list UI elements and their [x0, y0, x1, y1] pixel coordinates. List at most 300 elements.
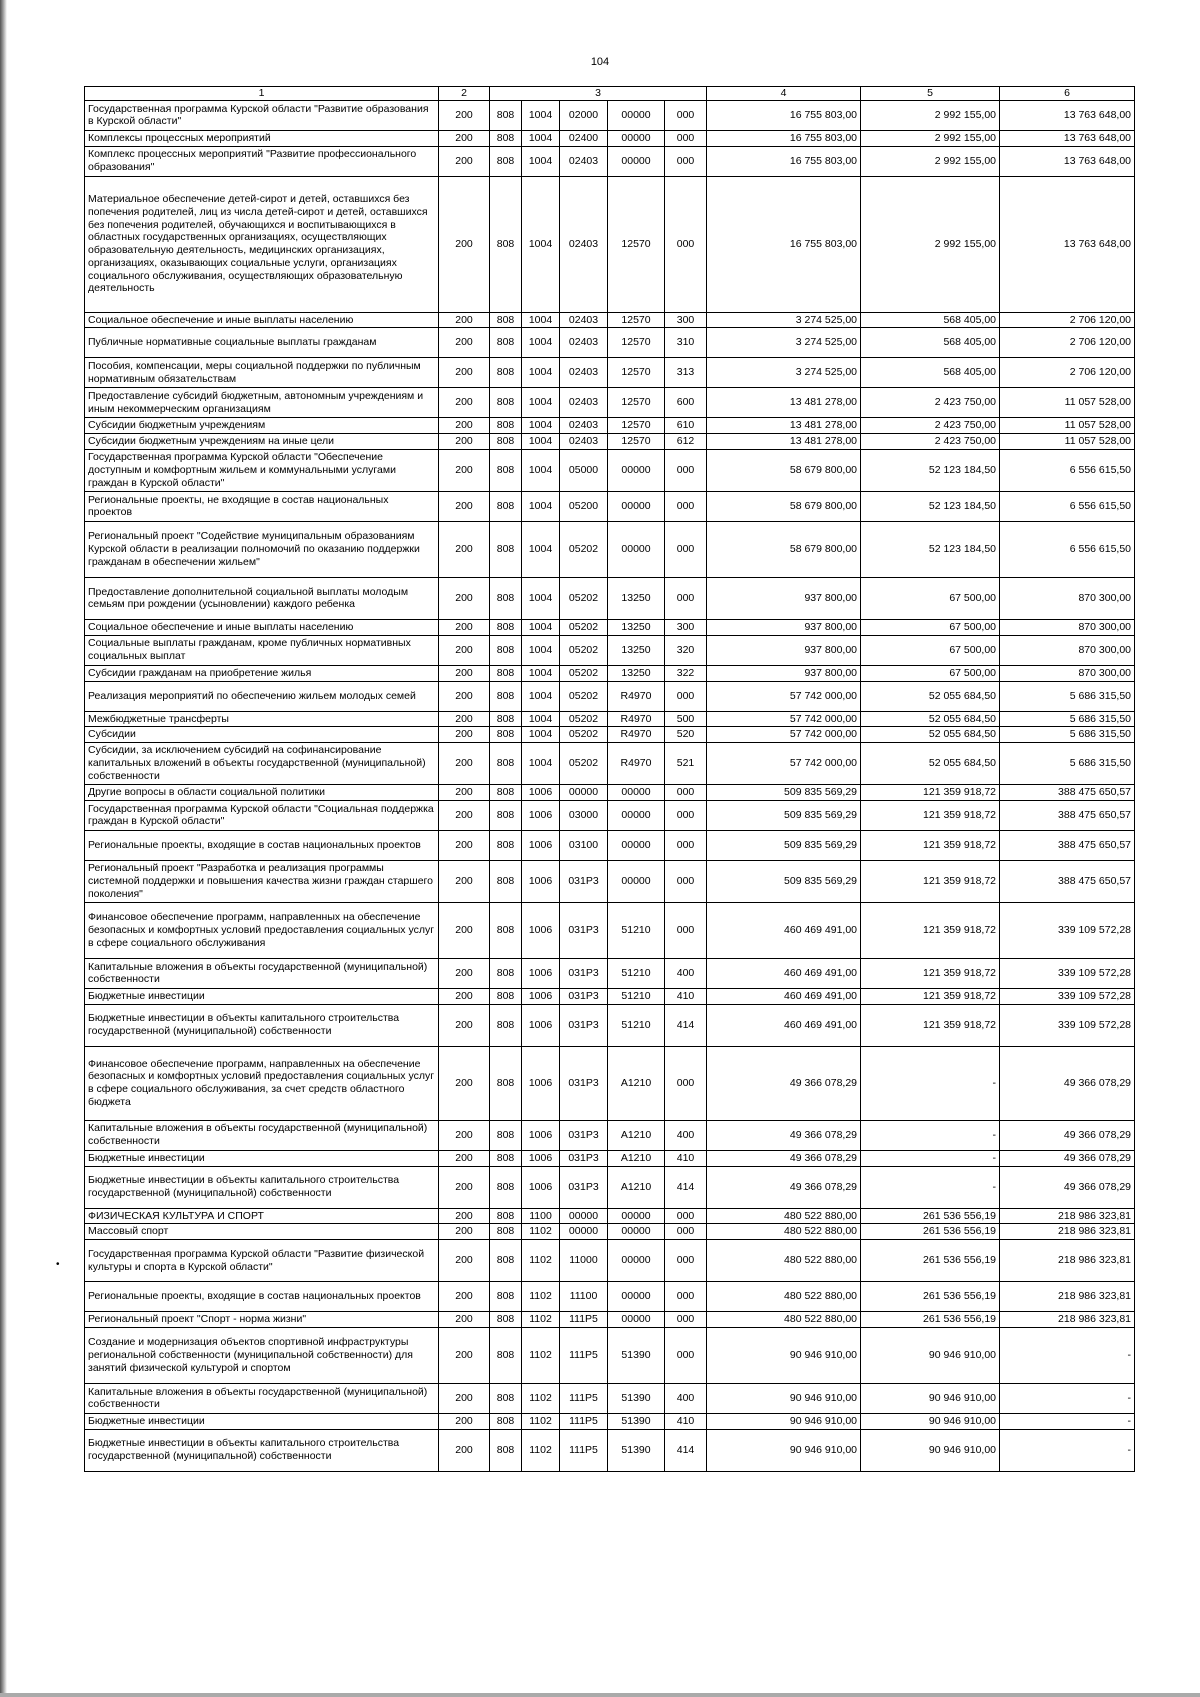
header-col-4: 4	[707, 87, 861, 101]
code-program: 03100	[560, 830, 608, 860]
code-direction: 00000	[608, 785, 665, 801]
code-direction: 12570	[608, 418, 665, 434]
code-direction: 00000	[608, 860, 665, 902]
amount-col-4: 57 742 000,00	[707, 711, 861, 727]
amount-col-6: 218 986 323,81	[1000, 1282, 1135, 1312]
code-program: 05000	[560, 449, 608, 491]
code-ministry: 808	[490, 130, 522, 146]
code-admin: 200	[439, 1240, 490, 1282]
code-ministry: 808	[490, 860, 522, 902]
code-ministry: 808	[490, 434, 522, 450]
code-direction: 00000	[608, 1282, 665, 1312]
code-admin: 200	[439, 449, 490, 491]
code-ministry: 808	[490, 176, 522, 312]
code-direction: A1210	[608, 1120, 665, 1150]
code-section: 1004	[522, 388, 560, 418]
code-direction: 51210	[608, 958, 665, 988]
code-section: 1004	[522, 727, 560, 743]
row-name: Комплексы процессных мероприятий	[85, 130, 439, 146]
row-name: Предоставление субсидий бюджетным, автономным учреждениям и иным некоммерческим организациям	[85, 388, 439, 418]
amount-col-6: 13 763 648,00	[1000, 100, 1135, 130]
amount-col-5: 121 359 918,72	[861, 988, 1000, 1004]
code-program: 031P3	[560, 1166, 608, 1208]
code-admin: 200	[439, 328, 490, 358]
amount-col-6: -	[1000, 1383, 1135, 1413]
row-name: Бюджетные инвестиции в объекты капитального строительства государственной (муниципальной) собственности	[85, 1004, 439, 1046]
code-ministry: 808	[490, 388, 522, 418]
code-section: 1004	[522, 743, 560, 785]
table-row	[85, 1282, 1135, 1312]
table-row	[85, 388, 1135, 418]
code-program: 02403	[560, 176, 608, 312]
code-ministry: 808	[490, 727, 522, 743]
code-direction: 51390	[608, 1327, 665, 1383]
amount-col-5: 2 423 750,00	[861, 418, 1000, 434]
table-row	[85, 1004, 1135, 1046]
code-section: 1004	[522, 146, 560, 176]
amount-col-6: 6 556 615,50	[1000, 521, 1135, 577]
code-admin: 200	[439, 860, 490, 902]
amount-col-6: -	[1000, 1413, 1135, 1429]
code-ministry: 808	[490, 1208, 522, 1224]
amount-col-4: 937 800,00	[707, 665, 861, 681]
code-ministry: 808	[490, 635, 522, 665]
amount-col-4: 3 274 525,00	[707, 312, 861, 328]
code-direction: 00000	[608, 1208, 665, 1224]
amount-col-5: 90 946 910,00	[861, 1429, 1000, 1471]
header-col-1: 1	[85, 87, 439, 101]
amount-col-4: 16 755 803,00	[707, 130, 861, 146]
row-name: Субсидии	[85, 727, 439, 743]
budget-table	[84, 86, 1135, 1472]
code-ministry: 808	[490, 1240, 522, 1282]
amount-col-5: 52 055 684,50	[861, 681, 1000, 711]
table-row	[85, 743, 1135, 785]
row-name: Финансовое обеспечение программ, направленных на обеспечение безопасных и комфортных условий предоставления социальных услуг в сфере социального обслуживания	[85, 902, 439, 958]
table-row	[85, 1150, 1135, 1166]
code-program: 02403	[560, 358, 608, 388]
row-name: Бюджетные инвестиции	[85, 988, 439, 1004]
code-ministry: 808	[490, 711, 522, 727]
amount-col-6: 388 475 650,57	[1000, 800, 1135, 830]
amount-col-6: 49 366 078,29	[1000, 1046, 1135, 1120]
amount-col-6: -	[1000, 1429, 1135, 1471]
code-admin: 200	[439, 727, 490, 743]
code-admin: 200	[439, 1166, 490, 1208]
code-expense-type: 612	[665, 434, 707, 450]
code-program: 031P3	[560, 1046, 608, 1120]
code-expense-type: 000	[665, 1312, 707, 1328]
code-ministry: 808	[490, 312, 522, 328]
amount-col-5: 568 405,00	[861, 358, 1000, 388]
row-name: Государственная программа Курской области "Развитие образования в Курской области"	[85, 100, 439, 130]
code-section: 1102	[522, 1240, 560, 1282]
row-name: Финансовое обеспечение программ, направленных на обеспечение безопасных и комфортных условий предоставления социальных услуг в сфере социального обслуживания, за счет средств областного бюджета	[85, 1046, 439, 1120]
row-name: Субсидии, за исключением субсидий на софинансирование капитальных вложений в объекты государственной (муниципальной) собственности	[85, 743, 439, 785]
table-row	[85, 1429, 1135, 1471]
amount-col-5: 121 359 918,72	[861, 860, 1000, 902]
code-section: 1004	[522, 635, 560, 665]
code-admin: 200	[439, 1046, 490, 1120]
code-admin: 200	[439, 100, 490, 130]
code-admin: 200	[439, 902, 490, 958]
code-admin: 200	[439, 1208, 490, 1224]
code-admin: 200	[439, 800, 490, 830]
code-direction: A1210	[608, 1166, 665, 1208]
row-name: Капитальные вложения в объекты государственной (муниципальной) собственности	[85, 1383, 439, 1413]
code-direction: 00000	[608, 521, 665, 577]
row-name: Бюджетные инвестиции в объекты капитального строительства государственной (муниципальной) собственности	[85, 1166, 439, 1208]
code-direction: R4970	[608, 681, 665, 711]
code-expense-type: 500	[665, 711, 707, 727]
code-section: 1006	[522, 1166, 560, 1208]
code-ministry: 808	[490, 1150, 522, 1166]
table-row	[85, 1383, 1135, 1413]
code-program: 05200	[560, 491, 608, 521]
code-admin: 200	[439, 176, 490, 312]
code-expense-type: 410	[665, 988, 707, 1004]
amount-col-5: 67 500,00	[861, 665, 1000, 681]
amount-col-4: 58 679 800,00	[707, 521, 861, 577]
table-row	[85, 577, 1135, 619]
amount-col-5: 568 405,00	[861, 312, 1000, 328]
code-program: 031P3	[560, 902, 608, 958]
amount-col-5: 2 992 155,00	[861, 130, 1000, 146]
amount-col-4: 57 742 000,00	[707, 727, 861, 743]
row-name: Государственная программа Курской области "Развитие физической культуры и спорта в Курской области"	[85, 1240, 439, 1282]
scan-left-edge	[0, 0, 7, 1697]
code-ministry: 808	[490, 988, 522, 1004]
amount-col-6: 6 556 615,50	[1000, 449, 1135, 491]
code-admin: 200	[439, 1282, 490, 1312]
amount-col-6: 5 686 315,50	[1000, 743, 1135, 785]
code-program: 05202	[560, 743, 608, 785]
code-direction: 13250	[608, 619, 665, 635]
table-row	[85, 958, 1135, 988]
code-admin: 200	[439, 130, 490, 146]
code-ministry: 808	[490, 665, 522, 681]
code-program: 00000	[560, 1208, 608, 1224]
code-section: 1102	[522, 1327, 560, 1383]
amount-col-4: 937 800,00	[707, 635, 861, 665]
code-section: 1006	[522, 785, 560, 801]
row-name: Бюджетные инвестиции в объекты капитального строительства государственной (муниципальной) собственности	[85, 1429, 439, 1471]
amount-col-6: 870 300,00	[1000, 635, 1135, 665]
table-row	[85, 418, 1135, 434]
table-row	[85, 1327, 1135, 1383]
code-expense-type: 000	[665, 860, 707, 902]
code-expense-type: 000	[665, 449, 707, 491]
table-row	[85, 176, 1135, 312]
code-expense-type: 000	[665, 1240, 707, 1282]
code-direction: 13250	[608, 577, 665, 619]
code-expense-type: 000	[665, 1282, 707, 1312]
code-direction: 00000	[608, 830, 665, 860]
code-expense-type: 000	[665, 176, 707, 312]
amount-col-5: 261 536 556,19	[861, 1224, 1000, 1240]
row-name: Региональные проекты, входящие в состав национальных проектов	[85, 830, 439, 860]
code-program: 00000	[560, 785, 608, 801]
code-program: 02403	[560, 312, 608, 328]
code-expense-type: 000	[665, 577, 707, 619]
code-ministry: 808	[490, 449, 522, 491]
code-section: 1004	[522, 521, 560, 577]
code-section: 1102	[522, 1282, 560, 1312]
code-expense-type: 000	[665, 830, 707, 860]
table-row	[85, 1166, 1135, 1208]
code-program: 05202	[560, 635, 608, 665]
amount-col-6: 49 366 078,29	[1000, 1120, 1135, 1150]
code-admin: 200	[439, 681, 490, 711]
table-row	[85, 785, 1135, 801]
amount-col-5: 261 536 556,19	[861, 1282, 1000, 1312]
scan-bottom-edge	[0, 1693, 1200, 1697]
amount-col-5: 90 946 910,00	[861, 1383, 1000, 1413]
code-ministry: 808	[490, 1312, 522, 1328]
code-section: 1004	[522, 328, 560, 358]
amount-col-5: 52 055 684,50	[861, 727, 1000, 743]
amount-col-4: 16 755 803,00	[707, 100, 861, 130]
code-direction: 00000	[608, 130, 665, 146]
code-direction: 12570	[608, 388, 665, 418]
code-admin: 200	[439, 521, 490, 577]
code-section: 1006	[522, 988, 560, 1004]
code-ministry: 808	[490, 358, 522, 388]
code-program: 111P5	[560, 1312, 608, 1328]
code-section: 1006	[522, 800, 560, 830]
code-expense-type: 600	[665, 388, 707, 418]
code-expense-type: 000	[665, 130, 707, 146]
code-section: 1004	[522, 711, 560, 727]
code-section: 1006	[522, 958, 560, 988]
amount-col-5: 67 500,00	[861, 577, 1000, 619]
header-col-5: 5	[861, 87, 1000, 101]
amount-col-4: 90 946 910,00	[707, 1413, 861, 1429]
code-expense-type: 400	[665, 1383, 707, 1413]
row-name: Комплекс процессных мероприятий "Развитие профессионального образования"	[85, 146, 439, 176]
code-ministry: 808	[490, 830, 522, 860]
code-expense-type: 400	[665, 1120, 707, 1150]
amount-col-6: 11 057 528,00	[1000, 388, 1135, 418]
row-name: Региональные проекты, входящие в состав национальных проектов	[85, 1282, 439, 1312]
amount-col-4: 57 742 000,00	[707, 743, 861, 785]
amount-col-4: 509 835 569,29	[707, 860, 861, 902]
row-name: Государственная программа Курской области "Обеспечение доступным и комфортным жильем и коммунальными услугами граждан в Курской области"	[85, 449, 439, 491]
code-section: 1102	[522, 1383, 560, 1413]
row-name: Другие вопросы в области социальной политики	[85, 785, 439, 801]
amount-col-4: 460 469 491,00	[707, 1004, 861, 1046]
table-body	[85, 100, 1135, 1471]
row-name: Реализация мероприятий по обеспечению жильем молодых семей	[85, 681, 439, 711]
code-admin: 200	[439, 1383, 490, 1413]
code-ministry: 808	[490, 681, 522, 711]
table-row	[85, 491, 1135, 521]
row-name: Публичные нормативные социальные выплаты гражданам	[85, 328, 439, 358]
code-direction: 12570	[608, 358, 665, 388]
code-section: 1006	[522, 860, 560, 902]
amount-col-5: 261 536 556,19	[861, 1312, 1000, 1328]
code-ministry: 808	[490, 1413, 522, 1429]
code-expense-type: 322	[665, 665, 707, 681]
code-program: 031P3	[560, 1150, 608, 1166]
code-section: 1004	[522, 176, 560, 312]
code-expense-type: 400	[665, 958, 707, 988]
code-section: 1004	[522, 491, 560, 521]
table-row	[85, 711, 1135, 727]
code-direction: R4970	[608, 727, 665, 743]
code-section: 1102	[522, 1312, 560, 1328]
amount-col-4: 90 946 910,00	[707, 1327, 861, 1383]
code-ministry: 808	[490, 958, 522, 988]
amount-col-5: 121 359 918,72	[861, 1004, 1000, 1046]
amount-col-5: -	[861, 1150, 1000, 1166]
code-program: 031P3	[560, 958, 608, 988]
code-direction: 51390	[608, 1413, 665, 1429]
code-direction: 00000	[608, 491, 665, 521]
code-admin: 200	[439, 1120, 490, 1150]
code-direction: 00000	[608, 1224, 665, 1240]
code-admin: 200	[439, 1327, 490, 1383]
amount-col-6: 2 706 120,00	[1000, 328, 1135, 358]
code-ministry: 808	[490, 1383, 522, 1413]
code-admin: 200	[439, 830, 490, 860]
code-expense-type: 000	[665, 800, 707, 830]
amount-col-4: 16 755 803,00	[707, 146, 861, 176]
amount-col-6: 5 686 315,50	[1000, 681, 1135, 711]
amount-col-5: -	[861, 1166, 1000, 1208]
amount-col-6: 11 057 528,00	[1000, 434, 1135, 450]
code-admin: 200	[439, 785, 490, 801]
amount-col-6: 218 986 323,81	[1000, 1224, 1135, 1240]
code-section: 1004	[522, 312, 560, 328]
code-expense-type: 520	[665, 727, 707, 743]
row-name: Региональный проект "Спорт - норма жизни"	[85, 1312, 439, 1328]
amount-col-6: 870 300,00	[1000, 619, 1135, 635]
amount-col-4: 937 800,00	[707, 577, 861, 619]
amount-col-6: 388 475 650,57	[1000, 785, 1135, 801]
amount-col-5: 261 536 556,19	[861, 1240, 1000, 1282]
code-section: 1006	[522, 830, 560, 860]
header-col-2: 2	[439, 87, 490, 101]
amount-col-4: 58 679 800,00	[707, 449, 861, 491]
amount-col-6: 49 366 078,29	[1000, 1150, 1135, 1166]
row-name: Социальное обеспечение и иные выплаты населению	[85, 619, 439, 635]
code-direction: 00000	[608, 1240, 665, 1282]
amount-col-5: 67 500,00	[861, 619, 1000, 635]
code-section: 1004	[522, 619, 560, 635]
side-mark: •	[56, 1259, 60, 1270]
amount-col-6: 218 986 323,81	[1000, 1312, 1135, 1328]
code-direction: 00000	[608, 100, 665, 130]
code-direction: A1210	[608, 1046, 665, 1120]
amount-col-4: 49 366 078,29	[707, 1150, 861, 1166]
amount-col-4: 509 835 569,29	[707, 800, 861, 830]
table-row	[85, 521, 1135, 577]
code-direction: 51210	[608, 902, 665, 958]
amount-col-5: 2 423 750,00	[861, 434, 1000, 450]
code-direction: 00000	[608, 146, 665, 176]
code-admin: 200	[439, 743, 490, 785]
table-row	[85, 100, 1135, 130]
amount-col-4: 16 755 803,00	[707, 176, 861, 312]
code-admin: 200	[439, 577, 490, 619]
row-name: Межбюджетные трансферты	[85, 711, 439, 727]
code-ministry: 808	[490, 1429, 522, 1471]
amount-col-5: 2 992 155,00	[861, 176, 1000, 312]
code-admin: 200	[439, 665, 490, 681]
code-direction: 12570	[608, 434, 665, 450]
code-admin: 200	[439, 711, 490, 727]
amount-col-4: 90 946 910,00	[707, 1383, 861, 1413]
table-row	[85, 988, 1135, 1004]
code-ministry: 808	[490, 521, 522, 577]
amount-col-4: 460 469 491,00	[707, 988, 861, 1004]
code-section: 1004	[522, 577, 560, 619]
amount-col-6: 13 763 648,00	[1000, 130, 1135, 146]
code-expense-type: 410	[665, 1413, 707, 1429]
code-expense-type: 000	[665, 902, 707, 958]
amount-col-5: 52 123 184,50	[861, 521, 1000, 577]
table-row	[85, 1240, 1135, 1282]
code-direction: 12570	[608, 328, 665, 358]
code-ministry: 808	[490, 418, 522, 434]
row-name: ФИЗИЧЕСКАЯ КУЛЬТУРА И СПОРТ	[85, 1208, 439, 1224]
amount-col-4: 480 522 880,00	[707, 1240, 861, 1282]
amount-col-4: 509 835 569,29	[707, 785, 861, 801]
code-program: 02400	[560, 130, 608, 146]
row-name: Субсидии бюджетным учреждениям	[85, 418, 439, 434]
amount-col-4: 49 366 078,29	[707, 1120, 861, 1150]
table-row	[85, 328, 1135, 358]
table-row	[85, 727, 1135, 743]
row-name: Материальное обеспечение детей-сирот и детей, оставшихся без попечения родителей, лиц из числа детей-сирот и детей, оставшихся без попечения родителей, обучающихся и воспитывающихся в областных государственных организациях, осуществляющих образовательную деятельность, медицинских организациях, организациях, оказывающих социальные услуги, организациях социального обслуживания, осуществляющих образовательную деятельность	[85, 176, 439, 312]
amount-col-5: 2 992 155,00	[861, 146, 1000, 176]
code-section: 1006	[522, 902, 560, 958]
amount-col-6: 870 300,00	[1000, 577, 1135, 619]
code-section: 1006	[522, 1046, 560, 1120]
amount-col-4: 90 946 910,00	[707, 1429, 861, 1471]
table-row	[85, 312, 1135, 328]
code-admin: 200	[439, 388, 490, 418]
code-direction: 51210	[608, 988, 665, 1004]
amount-col-5: 52 055 684,50	[861, 743, 1000, 785]
row-name: Государственная программа Курской области "Социальная поддержка граждан в Курской области"	[85, 800, 439, 830]
code-expense-type: 300	[665, 312, 707, 328]
page-number: 104	[590, 56, 610, 68]
code-section: 1100	[522, 1208, 560, 1224]
amount-col-6: 2 706 120,00	[1000, 358, 1135, 388]
code-expense-type: 310	[665, 328, 707, 358]
row-name: Региональный проект "Разработка и реализация программы системной поддержки и повышения качества жизни граждан старшего поколения"	[85, 860, 439, 902]
code-section: 1006	[522, 1120, 560, 1150]
code-direction: R4970	[608, 711, 665, 727]
amount-col-5: 52 123 184,50	[861, 491, 1000, 521]
code-program: 111P5	[560, 1429, 608, 1471]
table-row	[85, 681, 1135, 711]
table-row	[85, 1224, 1135, 1240]
row-name: Субсидии бюджетным учреждениям на иные цели	[85, 434, 439, 450]
code-section: 1004	[522, 434, 560, 450]
amount-col-5: 67 500,00	[861, 635, 1000, 665]
amount-col-5: 121 359 918,72	[861, 800, 1000, 830]
code-direction: R4970	[608, 743, 665, 785]
amount-col-5: 568 405,00	[861, 328, 1000, 358]
amount-col-4: 460 469 491,00	[707, 958, 861, 988]
code-program: 03000	[560, 800, 608, 830]
table-row	[85, 800, 1135, 830]
amount-col-6: 11 057 528,00	[1000, 418, 1135, 434]
code-admin: 200	[439, 146, 490, 176]
